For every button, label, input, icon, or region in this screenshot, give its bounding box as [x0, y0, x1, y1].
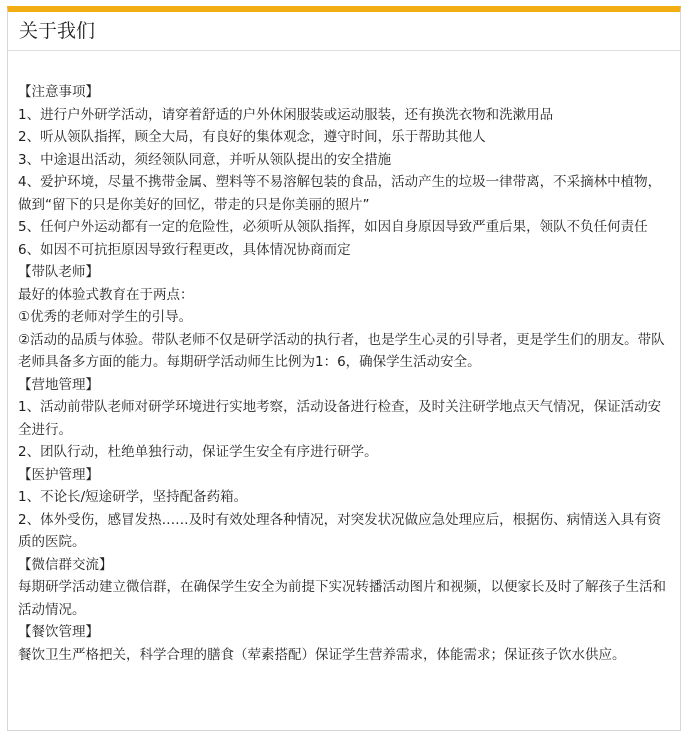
medical-item-1: 1、不论长/短途研学，坚持配备药箱。 — [18, 489, 248, 505]
catering-text: 餐饮卫生严格把关，科学合理的膳食（荤素搭配）保证学生营养需求，体能需求；保证孩子饮水供应。 — [18, 646, 626, 663]
teachers-point-2: ②活动的品质与体验。带队老师不仅是研学活动的执行者，也是学生心灵的引导者，更是学生们的朋友。带队老师具备多方面的能力。每期研学活动师生比例为1：6，确保学生活动安全。 — [18, 331, 665, 370]
wechat-text: 每期研学活动建立微信群，在确保学生安全为前提下实况转播活动图片和视频，以便家长及时了解孩子生活和活动情况。 — [18, 579, 666, 618]
panel-title: 关于我们 — [19, 20, 96, 42]
section-heading-catering: 【餐饮管理】 — [18, 624, 99, 640]
about-us-panel — [7, 6, 681, 731]
camp-item-1: 1、活动前带队老师对研学环境进行实地考察，活动设备进行检查，及时关注研学地点天气情况，保证活动安全进行。 — [18, 399, 662, 438]
camp-item-2: 2、团队行动，杜绝单独行动，保证学生安全有序进行研学。 — [18, 444, 378, 460]
medical-item-2: 2、体外受伤，感冒发热……及时有效处理各种情况，对突发状况做应急处理应后，根据伤、病情送入具有资质的医院。 — [18, 511, 662, 550]
section-heading-teachers: 【带队老师】 — [18, 264, 99, 280]
notes-item-6: 6、如因不可抗拒原因导致行程更改，具体情况协商而定 — [18, 241, 351, 258]
teachers-point-1: ①优秀的老师对学生的引导。 — [18, 309, 193, 325]
notes-item-1: 1、进行户外研学活动，请穿着舒适的户外休闲服装或运动服装，还有换洗衣物和洗漱用品 — [18, 106, 554, 123]
notes-item-5: 5、任何户外运动都有一定的危险性，必须听从领队指挥，如因自身原因导致严重后果，领队不负任何责任 — [18, 219, 648, 235]
section-heading-notes: 【注意事项】 — [18, 84, 99, 100]
panel-body — [8, 51, 680, 666]
notes-item-2: 2、听从领队指挥，顾全大局，有良好的集体观念，遵守时间，乐于帮助其他人 — [18, 129, 486, 145]
section-heading-medical: 【医护管理】 — [18, 466, 99, 483]
section-heading-camp: 【营地管理】 — [18, 376, 99, 393]
panel-header — [8, 12, 680, 51]
notes-item-4: 4、爱护环境，尽量不携带金属、塑料等不易溶解包装的食品，活动产生的垃圾一律带离，不采摘林中植物，做到“留下的只是你美好的回忆，带走的只是你美丽的照片” — [18, 174, 662, 213]
notes-item-3: 3、中途退出活动，须经领队同意，并听从领队提出的安全措施 — [18, 151, 392, 168]
section-heading-wechat: 【微信群交流】 — [18, 556, 113, 573]
teachers-intro: 最好的体验式教育在于两点： — [18, 286, 194, 303]
